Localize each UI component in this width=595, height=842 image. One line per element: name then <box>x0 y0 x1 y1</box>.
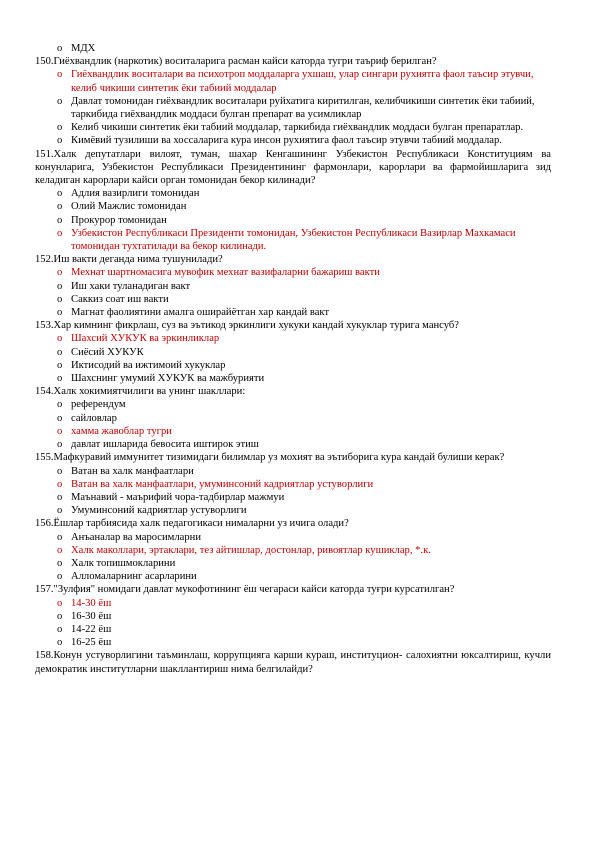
answer-option-text: Анъаналар ва маросимларни <box>71 531 202 543</box>
bullet-marker: o <box>57 412 63 424</box>
answer-option-text: Олий Мажлис томонидан <box>71 201 187 213</box>
answer-option[interactable] <box>35 465 551 478</box>
bullet-marker: o <box>57 373 63 385</box>
question-list <box>35 42 551 676</box>
answer-option-text: Ватан ва халк манфаатлари <box>71 465 194 477</box>
bullet-marker: o <box>57 557 63 569</box>
bullet-marker: o <box>57 623 63 635</box>
answer-options <box>35 398 551 451</box>
answer-option-text: Узбекистон Республикаси Президенти томонидан, Узбекистон Республикаси Вазирлар Махкамаси томонидан тухтатилади ва бекор килинади. <box>71 227 516 253</box>
answer-option-text: 14-30 ёш <box>71 597 112 609</box>
question-text: 158.Конун устуворлигини таъминлаш, коррупцияга карши кураш, институцион- салохиятни юксалтириш, кучли демократик институтларни шакллантириш нима белгилайди? <box>35 650 551 675</box>
answer-option[interactable] <box>35 438 551 451</box>
answer-option-text: Саккиз соат иш вакти <box>71 293 169 305</box>
answer-option[interactable] <box>35 134 551 147</box>
question-text: 153.Хар кимнинг фикрлаш, суз ва эътикод эркинлиги хукуки кандай хукуклар турига мансуб? <box>35 320 459 332</box>
bullet-marker: o <box>57 505 63 517</box>
bullet-marker: o <box>57 439 63 451</box>
answer-option-correct[interactable] <box>35 266 551 279</box>
answer-options <box>35 187 551 253</box>
answer-option[interactable] <box>35 346 551 359</box>
bullet-marker: o <box>57 201 63 213</box>
answer-option[interactable] <box>35 610 551 623</box>
bullet-marker: o <box>57 359 63 371</box>
bullet-marker: o <box>57 333 63 345</box>
answer-option-correct[interactable] <box>35 478 551 491</box>
answer-option-text: Адлия вазирлиги томонидан <box>71 188 200 200</box>
answer-option-text: 14-22 ёш <box>71 623 112 635</box>
bullet-marker: o <box>57 425 63 437</box>
bullet-marker: o <box>57 544 63 556</box>
answer-option-text: давлат ишларида бевосита иштирок этиш <box>71 439 259 451</box>
answer-option-correct[interactable] <box>35 425 551 438</box>
answer-option[interactable] <box>35 570 551 583</box>
answer-option[interactable] <box>35 187 551 200</box>
answer-option-correct[interactable] <box>35 332 551 345</box>
answer-option[interactable] <box>35 280 551 293</box>
answer-options <box>35 332 551 385</box>
answer-option-text: Кимёвий тузилиши ва хоссаларига кура инсон рухиятига фаол таъсир этувчи табиий моддалар. <box>71 135 502 147</box>
answer-options <box>35 266 551 319</box>
answer-option-text: Келиб чикиши синтетик ёки табиий моддалар, таркибида гиёхвандлик моддаси булган препаратлар. <box>71 122 524 134</box>
bullet-marker: o <box>57 491 63 503</box>
answer-option-text: Гиёхвандлик воситалари ва психотроп моддаларга ухшаш, улар сингари рухиятга фаол таъсир этувчи, келиб чикиши синтетик ёки табиий моддалар <box>71 69 534 94</box>
bullet-marker: o <box>57 307 63 319</box>
answer-option[interactable] <box>35 636 551 649</box>
answer-option[interactable] <box>35 293 551 306</box>
answer-option[interactable] <box>35 412 551 425</box>
answer-option[interactable] <box>35 359 551 372</box>
bullet-marker: o <box>57 399 63 411</box>
answer-option-text: Иш хаки туланадиган вакт <box>71 280 191 292</box>
answer-option-correct[interactable] <box>35 544 551 557</box>
bullet-marker: o <box>57 280 63 292</box>
lead-options <box>35 42 551 55</box>
question-text: 155.Мафкуравий иммунитет тизимидаги билимлар уз мохият ва эътиборига кура кандай булиши керак? <box>35 452 505 464</box>
answer-option[interactable] <box>35 306 551 319</box>
bullet-marker: o <box>57 465 63 477</box>
answer-option-text: 16-25 ёш <box>71 637 112 649</box>
bullet-marker: o <box>57 122 63 134</box>
answer-option[interactable] <box>35 200 551 213</box>
bullet-marker: o <box>57 597 63 609</box>
answer-option-correct[interactable] <box>35 227 551 253</box>
answer-option-text: МДХ <box>71 43 96 54</box>
answer-option[interactable] <box>35 121 551 134</box>
bullet-marker: o <box>57 637 63 649</box>
answer-option-text: Халк маколлари, эртаклари, тез айтишлар, достонлар, ривоятлар кушиклар, *.к. <box>71 544 431 556</box>
answer-option-text: Мехнат шартномасига мувофик мехнат вазифаларни бажариш вакти <box>71 267 380 279</box>
answer-option[interactable] <box>35 42 551 55</box>
question-text: 150.Гиёхвандлик (наркотик) воситаларига расман кайси каторда тугри таъриф берилган? <box>35 56 437 68</box>
answer-options <box>35 68 551 147</box>
bullet-marker: o <box>57 214 63 226</box>
bullet-marker: o <box>57 135 63 147</box>
answer-option-text: Халк топишмокларини <box>71 557 176 569</box>
answer-option-correct[interactable] <box>35 597 551 610</box>
bullet-marker: o <box>57 69 63 81</box>
bullet-marker: o <box>57 610 63 622</box>
answer-option-text: Магнат фаолиятини амалга оширайётган хар кандай вакт <box>71 307 330 319</box>
answer-option[interactable] <box>35 95 551 121</box>
answer-option-text: сайловлар <box>71 412 117 424</box>
question-text: 157."Зулфия" номидаги давлат мукофотининг ёш чегараси кайси каторда туғри курсатилган? <box>35 584 455 596</box>
answer-options <box>35 531 551 584</box>
bullet-marker: o <box>57 95 63 107</box>
answer-option-text: Давлат томонидан гиёхвандлик воситалари руйхатига киритилган, келибчикиши синтетик ёки табиий, таркибида гиёхвандлик моддаси булган препарат ва усимликлар <box>71 95 535 121</box>
question-text: 156.Ёшлар тарбиясида халк педагогикаси нималарни уз ичига олади? <box>35 518 349 530</box>
answer-option[interactable] <box>35 531 551 544</box>
answer-option-text: Шахсий ХУКУК ва эркинликлар <box>71 333 220 345</box>
answer-option-text: референдум <box>71 399 126 411</box>
answer-option[interactable] <box>35 504 551 517</box>
bullet-marker: o <box>57 478 63 490</box>
answer-option[interactable] <box>35 372 551 385</box>
answer-option[interactable] <box>35 557 551 570</box>
answer-option[interactable] <box>35 214 551 227</box>
question-text: 151.Халк депутатлари вилоят, туман, шахар Кенгашининг Узбекистон Республикаси Конституциям ва конунларига, Узбекистон Республикаси Президентининг фармонлари, карорлари ва фармойишларига зид келадиган карорлари кайси орган томонидан бекор килинади? <box>35 148 551 187</box>
bullet-marker: o <box>57 571 63 583</box>
answer-option-text: Прокурор томонидан <box>71 214 167 226</box>
answer-option-text: Умуминсоний кадриятлар устуворлиги <box>71 505 247 517</box>
question-text: 154.Халк хокимиятчилиги ва унинг шакллари: <box>35 386 246 398</box>
answer-option-text: Алломаларнинг асарларини <box>71 571 197 583</box>
answer-option-text: хамма жавоблар тугри <box>71 425 172 437</box>
bullet-marker: o <box>57 188 63 200</box>
bullet-marker: o <box>57 227 63 239</box>
bullet-marker: o <box>57 43 63 54</box>
answer-option[interactable] <box>35 398 551 411</box>
bullet-marker: o <box>57 267 63 279</box>
answer-option[interactable] <box>35 623 551 636</box>
answer-option-text: Маънавий - маърифий чора-тадбирлар мажмуи <box>71 491 285 503</box>
answer-option-text: Иктисодий ва ижтимоий хукуклар <box>71 359 226 371</box>
answer-option-text: 16-30 ёш <box>71 610 112 622</box>
bullet-marker: o <box>57 293 63 305</box>
answer-option-text: Сиёсий ХУКУК <box>71 346 144 358</box>
answer-options <box>35 465 551 518</box>
question-text: 152.Иш вакти деганда нима тушунилади? <box>35 254 223 266</box>
answer-option-text: Шахснинг умумий ХУКУК ва мажбурияти <box>71 373 265 385</box>
answer-option-correct[interactable] <box>35 68 551 94</box>
answer-option[interactable] <box>35 491 551 504</box>
answer-option-text: Ватан ва халк манфаатлари, умуминсоний кадриятлар устуворлиги <box>71 478 374 490</box>
bullet-marker: o <box>57 346 63 358</box>
bullet-marker: o <box>57 531 63 543</box>
answer-options <box>35 597 551 650</box>
